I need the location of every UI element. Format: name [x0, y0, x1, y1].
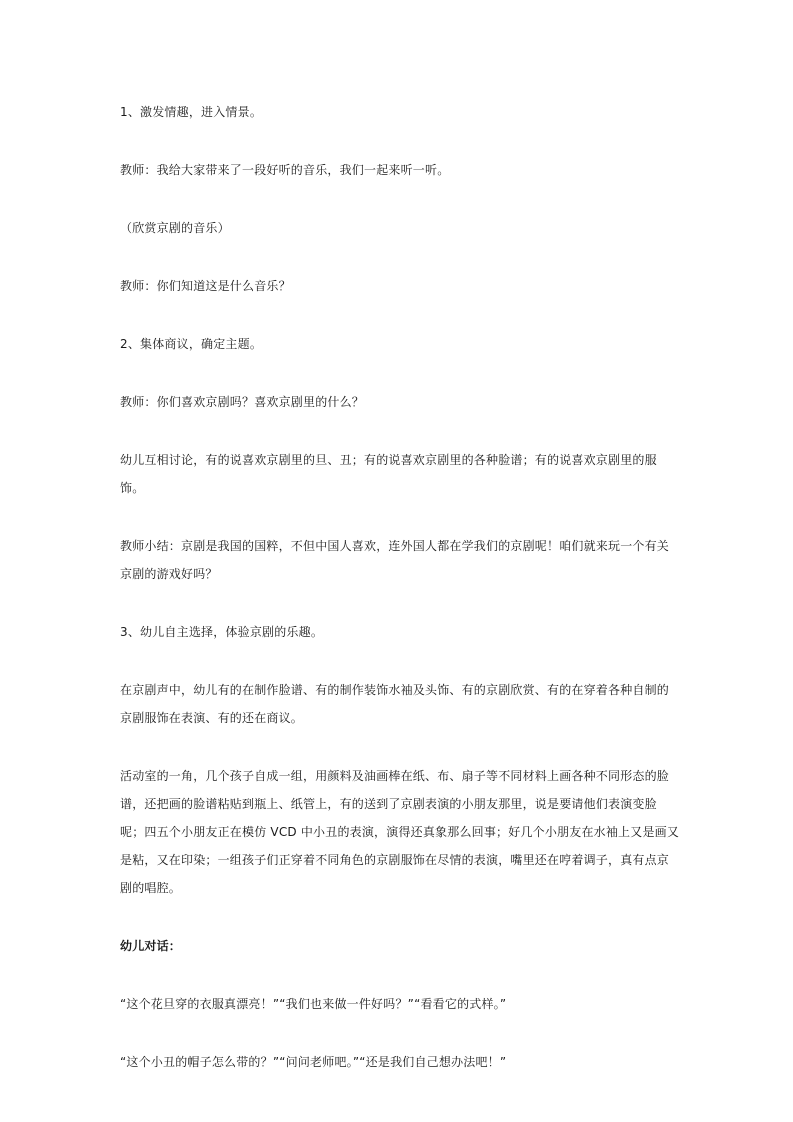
activity-note: （欣赏京剧的音乐） — [120, 221, 230, 235]
step-1-heading: 1、激发情趣，进入情景。 — [120, 105, 263, 119]
dialogue-line-2: “这个小丑的帽子怎么带的？”“问问老师吧。”“还是我们自己想办法吧！” — [120, 1055, 507, 1069]
children-discussion: 幼儿互相讨论，有的说喜欢京剧里的旦、丑；有的说喜欢京剧里的各种脸谱；有的说喜欢京剧里的服饰。 — [120, 453, 657, 495]
activity-corner-description: 活动室的一角，几个孩子自成一组，用颜料及油画棒在纸、布、扇子等不同材料上画各种不同形态的脸谱，还把画的脸谱粘贴到瓶上、纸管上，有的送到了京剧表演的小朋友那里，说是要请他们表演变脸呢；四五个小朋友正在模仿 VCD 中小丑的表演，演得还真象那么回事；好几个小朋友在水袖上又是画又是粘，又在印染；一组孩子们正穿着不同角色的京剧服饰在尽情的表演，嘴里还在哼着调子，真有点京剧的唱腔。 — [120, 769, 680, 895]
dialogue-heading: 幼儿对话： — [120, 939, 182, 953]
teacher-question-opera: 教师：你们喜欢京剧吗？喜欢京剧里的什么？ — [120, 395, 365, 409]
teacher-line-music: 教师：我给大家带来了一段好听的音乐，我们一起来听一听。 — [120, 163, 450, 177]
document-body — [120, 98, 680, 1076]
teacher-question-music: 教师：你们知道这是什么音乐？ — [120, 279, 291, 293]
step-2-heading: 2、集体商议，确定主题。 — [120, 337, 263, 351]
dialogue-line-1: “这个花旦穿的衣服真漂亮！”“我们也来做一件好吗？”“看看它的式样。” — [120, 997, 507, 1011]
teacher-summary: 教师小结：京剧是我国的国粹，不但中国人喜欢，连外国人都在学我们的京剧呢！咱们就来玩一个有关京剧的游戏好吗？ — [120, 539, 670, 581]
activity-description: 在京剧声中，幼儿有的在制作脸谱、有的制作装饰水袖及头饰、有的京剧欣赏、有的在穿着各种自制的京剧服饰在表演、有的还在商议。 — [120, 683, 670, 725]
step-3-heading: 3、幼儿自主选择，体验京剧的乐趣。 — [120, 625, 324, 639]
